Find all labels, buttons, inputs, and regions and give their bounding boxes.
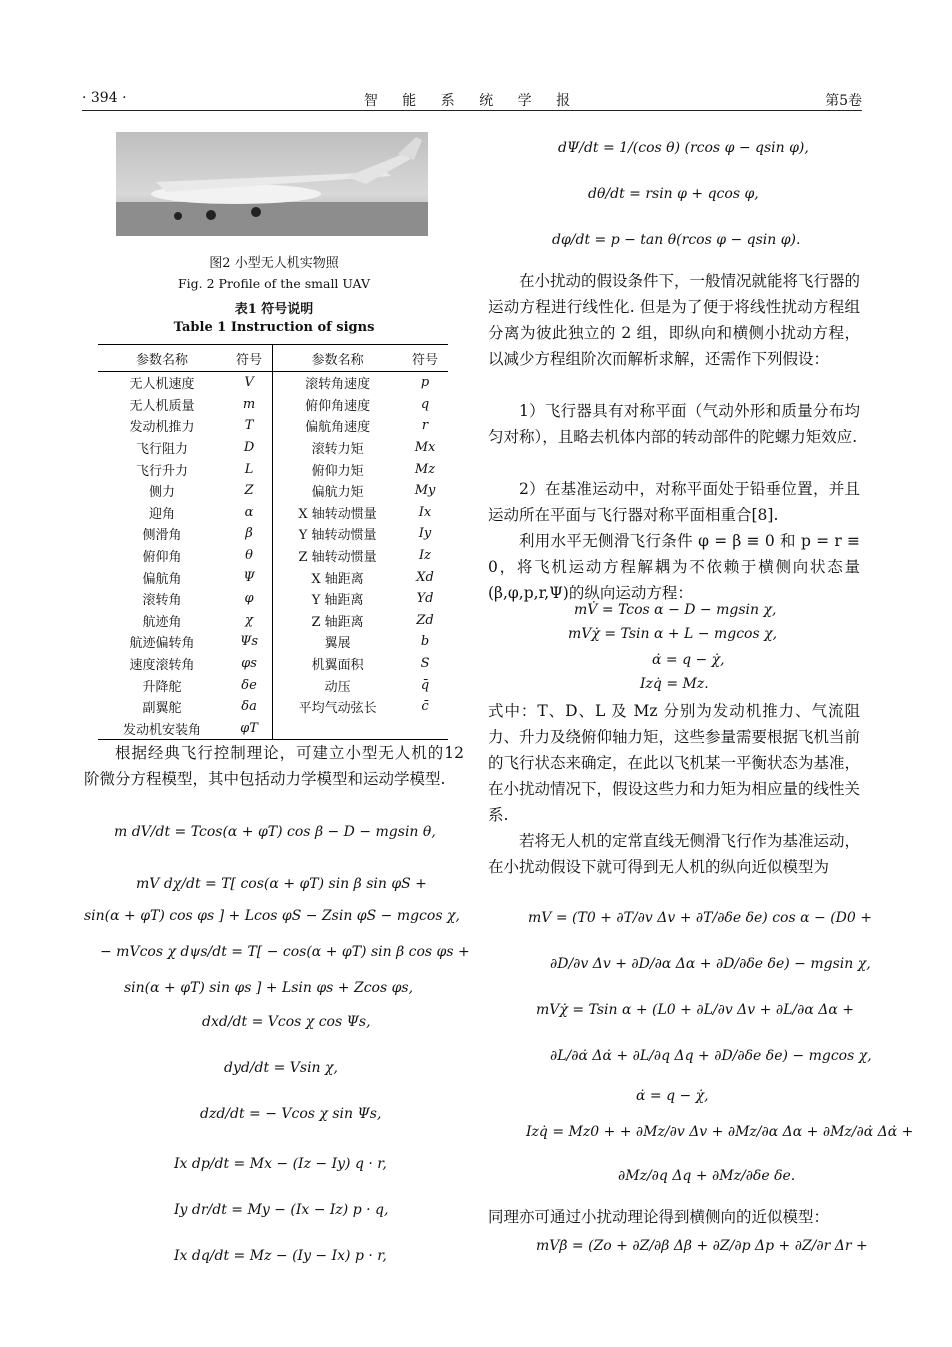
equation: dxd/dt = Vcos χ cos Ψs, xyxy=(202,1014,371,1030)
equation: mV dχ/dt = T[ cos(α + φT) sin β sin φS + xyxy=(136,876,427,892)
table-header: 参数名称 xyxy=(273,345,402,372)
paragraph: 1）飞行器具有对称平面（气动外形和质量分布均匀对称），且略去机体内部的转动部件的陀螺力矩效应. xyxy=(488,402,860,446)
table-row xyxy=(98,674,448,696)
parameter-name-cell: Z 轴距离 xyxy=(311,614,364,630)
symbol-cell: α xyxy=(226,502,273,524)
parameter-name-cell: 偏航角速度 xyxy=(305,420,371,436)
table-row xyxy=(98,718,448,740)
equation: α̇ = q − χ̇, xyxy=(636,1088,709,1104)
equation: dθ/dt = rsin φ + qcos φ, xyxy=(588,186,759,202)
paragraph: 式中：T、D、L 及 Mz 分别为发动机推力、气流阻力、升力及绕俯仰轴力矩，这些参量需要根据飞机当前的飞行状态来确定，在此以飞机某一平衡状态为基准，在小扰动情况下，假设这些力和力矩为相应量的线性关系. xyxy=(488,702,861,824)
volume-label: 第5卷 xyxy=(825,93,862,109)
parameter-name-cell: 无人机质量 xyxy=(129,398,195,414)
parameter-name-cell: 航迹角 xyxy=(142,614,182,630)
equation: Iy dr/dt = My − (Ix − Iz) p · q, xyxy=(174,1202,389,1218)
parameter-name-cell: 升降舵 xyxy=(142,679,182,695)
equation: dφ/dt = p − tan θ(rcos φ − qsin φ). xyxy=(552,232,801,248)
paragraph: 同理亦可通过小扰动理论得到横侧向的近似模型： xyxy=(488,1208,830,1226)
symbol-cell: δa xyxy=(226,696,273,718)
parameter-name-cell: 机翼面积 xyxy=(311,658,364,674)
parameter-name-cell: X 轴距离 xyxy=(311,571,364,587)
equation: mVχ̇ = Tsin α + (L0 + ∂L/∂v Δv + ∂L/∂α Δα + xyxy=(536,1002,854,1018)
parameter-name-cell: Y 轴转动惯量 xyxy=(298,528,377,544)
table-row xyxy=(98,588,448,610)
paragraph: 若将无人机的定常直线无侧滑飞行作为基准运动，在小扰动假设下就可得到无人机的纵向近似模型为 xyxy=(488,832,861,876)
symbol-cell: χ xyxy=(226,610,273,632)
symbol-cell xyxy=(402,718,448,740)
symbol-cell: c̄ xyxy=(421,699,429,715)
paragraph: 2）在基准运动中，对称平面处于铅垂位置，并且运动所在平面与飞行器对称平面相重合[8]. xyxy=(488,480,860,524)
parameter-name-cell: 发动机推力 xyxy=(129,420,195,436)
symbol-cell: Yd xyxy=(416,591,434,607)
paragraph: 在小扰动的假设条件下，一般情况就能将飞行器的运动方程进行线性化. 但是为了便于将线性扰动方程组分离为彼此独立的 2 组，即纵向和横侧小扰动方程，以减少方程组阶次而解析求解，还需作下列假设： xyxy=(488,272,861,368)
uav-photo xyxy=(116,132,428,236)
equation: mV = (T0 + ∂T/∂v Δv + ∂T/∂δe δe) cos α − (D0 + xyxy=(528,910,872,926)
symbol-cell: q̄ xyxy=(420,677,430,693)
symbol-cell: β xyxy=(226,523,273,545)
parameter-name-cell: 俯仰角 xyxy=(142,550,182,566)
table-header: 符号 xyxy=(402,345,448,372)
table-row xyxy=(98,653,448,675)
symbol-cell: φT xyxy=(226,718,273,740)
table-header: 符号 xyxy=(226,345,273,372)
symbol-cell: q xyxy=(420,396,430,412)
symbol-table xyxy=(98,344,448,740)
paragraph: 利用水平无侧滑飞行条件 φ = β ≡ 0 和 p = r ≡ 0，将飞机运动方程解耦为不依赖于横侧向状态量(β,φ,p,r,Ψ)的纵向运动方程： xyxy=(488,532,860,602)
symbol-cell: D xyxy=(226,437,273,459)
table-row xyxy=(98,696,448,718)
parameter-name-cell: 滚转角速度 xyxy=(305,377,371,393)
figure-caption-cn: 图2 小型无人机实物照 xyxy=(209,256,339,271)
table-row xyxy=(98,566,448,588)
parameter-name-cell: 副翼舵 xyxy=(142,701,182,717)
symbol-cell: Iy xyxy=(418,526,432,542)
equation: dzd/dt = − Vcos χ sin Ψs, xyxy=(200,1106,382,1122)
parameter-name-cell: 发动机安装角 xyxy=(98,718,226,740)
parameter-name-cell: 航迹偏转角 xyxy=(129,636,195,652)
symbol-cell: Mz xyxy=(414,461,436,477)
parameter-name-cell xyxy=(273,718,402,740)
table-row xyxy=(98,523,448,545)
uav-illustration xyxy=(116,132,428,236)
symbol-cell: Ix xyxy=(418,504,432,520)
paragraph: 根据经典飞行控制理论，可建立小型无人机的12 阶微分方程模型，其中包括动力学模型和运动学模型. xyxy=(84,744,464,788)
symbol-cell: Ψs xyxy=(226,631,273,653)
parameter-name-cell: 滚转力矩 xyxy=(311,442,364,458)
equation: − mVcos χ dψs/dt = T[ − cos(α + φT) sin β cos φs + xyxy=(100,944,470,960)
parameter-name-cell: 俯仰角速度 xyxy=(305,398,371,414)
symbol-cell: Xd xyxy=(416,569,434,585)
symbol-cell: My xyxy=(414,483,436,499)
equation: sin(α + φT) sin φs ] + Lsin φs + Zcos φs, xyxy=(124,980,414,996)
parameter-name-cell: 翼展 xyxy=(324,636,351,652)
symbol-cell: r xyxy=(421,418,429,434)
table-row xyxy=(98,372,448,394)
table-title-cn: 表1 符号说明 xyxy=(234,302,314,317)
equation: sin(α + φT) cos φs ] + Lcos φS − Zsin φS − mgcos χ, xyxy=(84,908,460,924)
table-row xyxy=(98,437,448,459)
symbol-cell: S xyxy=(420,656,430,672)
symbol-cell: Z xyxy=(226,480,273,502)
page-number: · 394 · xyxy=(82,90,127,106)
equation: dyd/dt = Vsin χ, xyxy=(224,1060,338,1076)
table-header: 参数名称 xyxy=(98,345,226,372)
symbol-cell: L xyxy=(226,458,273,480)
parameter-name-cell: 速度滚转角 xyxy=(129,658,195,674)
equation: mVβ̇ = (Zo + ∂Z/∂β Δβ + ∂Z/∂p Δp + ∂Z/∂r Δr + xyxy=(536,1238,868,1254)
symbol-cell: θ xyxy=(226,545,273,567)
parameter-name-cell: 偏航力矩 xyxy=(311,485,364,501)
symbol-cell: V xyxy=(226,372,273,394)
table-row xyxy=(98,545,448,567)
parameter-name-cell: 平均气动弦长 xyxy=(298,701,377,717)
equation: mV̇ = Tcos α − D − mgsin χ, xyxy=(574,602,777,618)
equation: m dV/dt = Tcos(α + φT) cos β − D − mgsin θ, xyxy=(114,824,436,840)
parameter-name-cell: 侧力 xyxy=(148,485,175,501)
symbol-cell: p xyxy=(420,375,430,391)
table-row xyxy=(98,415,448,437)
parameter-name-cell: 俯仰力矩 xyxy=(311,463,364,479)
symbol-cell: Mx xyxy=(414,440,436,456)
symbol-cell: Zd xyxy=(416,612,434,628)
symbol-cell: Iz xyxy=(419,548,431,564)
equation: mVχ̇ = Tsin α + L − mgcos χ, xyxy=(568,626,778,642)
symbol-cell: Ψ xyxy=(226,566,273,588)
equation: ∂D/∂v Δv + ∂D/∂α Δα + ∂D/∂δe δe) − mgsin χ, xyxy=(550,956,871,972)
equation: Izq̇ = Mz0 + + ∂Mz/∂v Δv + ∂Mz/∂α Δα + ∂Mz/∂α̇ Δα̇ + xyxy=(526,1124,914,1140)
equation: Ix dp/dt = Mx − (Iz − Iy) q · r, xyxy=(174,1156,387,1172)
equation: dΨ/dt = 1/(cos θ) (rcos φ − qsin φ), xyxy=(558,140,809,156)
parameter-name-cell: 侧滑角 xyxy=(142,528,182,544)
parameter-name-cell: 飞行阻力 xyxy=(135,442,188,458)
equation: ∂Mz/∂q Δq + ∂Mz/∂δe δe. xyxy=(618,1168,796,1184)
parameter-name-cell: Y 轴距离 xyxy=(311,593,364,609)
equation: α̇ = q − χ̇, xyxy=(652,652,725,668)
symbol-cell: δe xyxy=(226,674,273,696)
parameter-name-cell: 无人机速度 xyxy=(129,377,195,393)
parameter-name-cell: 迎角 xyxy=(148,506,175,522)
page-header xyxy=(82,86,862,111)
table-row xyxy=(98,394,448,416)
table-row xyxy=(98,458,448,480)
journal-title: 智 能 系 统 学 报 xyxy=(363,93,581,109)
parameter-name-cell: Z 轴转动惯量 xyxy=(298,550,377,566)
symbol-cell: φ xyxy=(226,588,273,610)
equation: Izq̇ = Mz. xyxy=(640,676,709,692)
table-row xyxy=(98,502,448,524)
table-title-en: Table 1 Instruction of signs xyxy=(173,320,375,335)
symbol-cell: m xyxy=(226,394,273,416)
symbol-cell: T xyxy=(226,415,273,437)
symbol-cell: φs xyxy=(226,653,273,675)
equation: Ix dq/dt = Mz − (Iy − Ix) p · r, xyxy=(174,1248,387,1264)
table-row xyxy=(98,631,448,653)
parameter-name-cell: X 轴转动惯量 xyxy=(298,506,377,522)
parameter-name-cell: 滚转角 xyxy=(142,593,182,609)
parameter-name-cell: 动压 xyxy=(324,679,351,695)
equation: ∂L/∂α̇ Δα̇ + ∂L/∂q Δq + ∂D/∂δe δe) − mgcos χ, xyxy=(550,1048,872,1064)
table-body xyxy=(98,372,448,740)
table-row xyxy=(98,610,448,632)
symbol-cell: b xyxy=(420,634,430,650)
figure-caption-en: Fig. 2 Profile of the small UAV xyxy=(177,276,370,291)
parameter-name-cell: 飞行升力 xyxy=(135,463,188,479)
table-row xyxy=(98,480,448,502)
parameter-name-cell: 偏航角 xyxy=(142,571,182,587)
